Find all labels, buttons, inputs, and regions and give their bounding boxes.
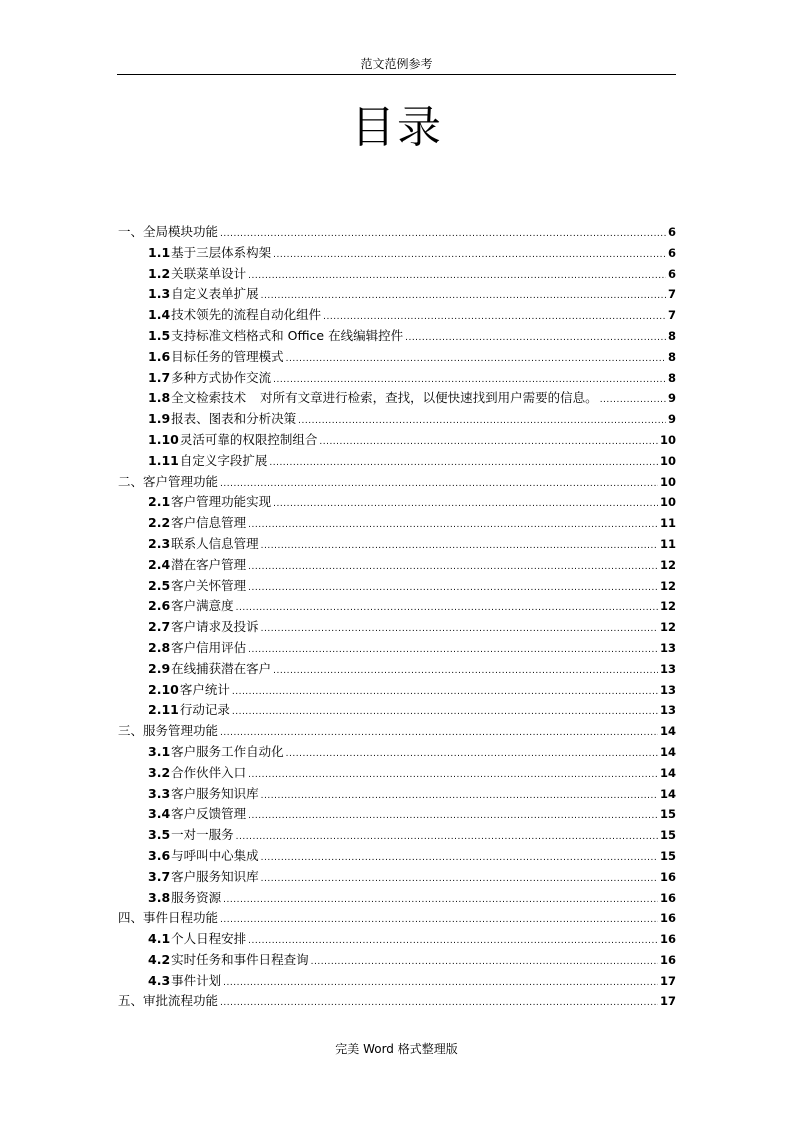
toc-entry-page-number: 10 (659, 495, 676, 510)
toc-entry-number: 2.9 (148, 660, 171, 676)
toc-entry[interactable] (118, 700, 676, 721)
toc-entry-label: 客户反馈管理 (171, 806, 247, 822)
toc-entry-label: 自定义表单扩展 (171, 286, 259, 302)
toc-entry-number: 1.4 (148, 307, 171, 323)
toc-entry-page-number: 15 (659, 828, 676, 843)
toc-entry-number: 4.3 (148, 972, 171, 988)
toc-entry-label: 多种方式协作交流 (171, 369, 272, 385)
toc-entry-number: 3.3 (148, 785, 171, 801)
toc-entry-page-number: 15 (659, 807, 676, 822)
toc-entry-page-number: 11 (659, 536, 676, 551)
toc-dot-leader (232, 682, 658, 703)
toc-entry-label: 自定义字段扩展 (179, 452, 268, 468)
toc-dot-leader (261, 786, 658, 807)
toc-entry-label: 客户信息管理 (171, 515, 247, 531)
toc-dot-leader (261, 286, 666, 307)
toc-entry-label: 报表、图表和分析决策 (171, 411, 297, 427)
toc-entry-page-number: 10 (659, 474, 676, 489)
toc-entry-label: 关联菜单设计 (171, 265, 247, 281)
toc-entry-label: 个人日程安排 (171, 931, 247, 947)
toc-entry-label: 行动记录 (179, 702, 230, 718)
toc-dot-leader (248, 266, 666, 287)
toc-dot-leader (232, 702, 658, 723)
toc-dot-leader (261, 536, 658, 557)
toc-entry-label: 客户统计 (179, 681, 230, 697)
toc-entry-label: 一、全局模块功能 (118, 224, 219, 239)
page-header: 范文范例参考 (360, 57, 433, 71)
toc-entry-label: 联系人信息管理 (171, 535, 259, 551)
toc-entry-label: 全文检索技术 (171, 390, 247, 406)
toc-entry-page-number: 12 (659, 557, 676, 572)
toc-entry-number: 2.6 (148, 598, 171, 614)
toc-entry-label: 二、客户管理功能 (118, 473, 219, 489)
toc-dot-leader (273, 370, 666, 391)
toc-dot-leader (298, 411, 666, 432)
toc-entry-page-number: 13 (659, 703, 676, 718)
toc-entry[interactable] (118, 472, 676, 493)
toc-entry[interactable] (118, 409, 676, 430)
toc-entry[interactable] (118, 742, 676, 763)
toc-dot-leader (248, 806, 658, 827)
toc-dot-leader (220, 993, 658, 1014)
toc-entry-number: 2.11 (148, 702, 179, 718)
toc-entry[interactable] (118, 617, 676, 638)
toc-entry[interactable] (118, 825, 676, 846)
toc-entry[interactable] (118, 888, 676, 909)
toc-dot-leader (248, 578, 658, 599)
toc-entry-page-number: 9 (667, 412, 676, 427)
toc-entry-number: 1.10 (148, 431, 179, 447)
toc-entry-label: 客户服务知识库 (171, 785, 259, 801)
toc-entry-page-number: 16 (659, 869, 676, 884)
toc-entry-number: 2.1 (148, 494, 171, 510)
toc-dot-leader (248, 557, 658, 578)
toc-entry-page-number: 15 (659, 848, 676, 863)
toc-entry[interactable] (118, 222, 676, 243)
toc-entry[interactable] (118, 950, 676, 971)
toc-entry-number: 1.8 (148, 390, 171, 406)
toc-entry[interactable] (118, 368, 676, 389)
toc-entry-label: 事件计划 (171, 972, 222, 988)
toc-entry-number: 1.1 (148, 244, 171, 260)
toc-entry[interactable] (118, 971, 676, 992)
toc-entry-label: 服务资源 (171, 889, 222, 905)
toc-entry-page-number: 17 (659, 994, 676, 1009)
toc-entry-label: 与呼叫中心集成 (171, 847, 259, 863)
toc-entry-number: 1.9 (148, 411, 171, 427)
toc-entry[interactable] (118, 243, 676, 264)
toc-entry-number: 1.5 (148, 327, 171, 343)
toc-entry-label: 合作伙伴入口 (171, 764, 247, 780)
toc-dot-leader (248, 640, 658, 661)
toc-entry[interactable] (118, 721, 676, 742)
toc-entry-number: 3.7 (148, 868, 171, 884)
toc-entry[interactable] (118, 284, 676, 305)
toc-entry-label: 技术领先的流程自动化组件 (171, 307, 322, 323)
toc-entry-label: 客户服务知识库 (171, 868, 259, 884)
toc-entry[interactable] (118, 451, 676, 472)
toc-dot-leader (220, 723, 658, 744)
toc-entry-page-number: 12 (659, 578, 676, 593)
toc-entry-number: 2.10 (148, 681, 179, 697)
toc-entry[interactable] (118, 596, 676, 617)
toc-dot-leader (273, 245, 666, 266)
toc-entry-label: 实时任务和事件日程查询 (171, 951, 309, 967)
toc-entry[interactable] (118, 763, 676, 784)
toc-dot-leader (311, 952, 658, 973)
toc-dot-leader (319, 432, 658, 453)
toc-entry-label: 在线捕获潜在客户 (171, 660, 272, 676)
toc-entry-page-number: 16 (659, 890, 676, 905)
toc-entry-number: 2.2 (148, 515, 171, 531)
toc-entry-page-number: 16 (659, 952, 676, 967)
toc-entry-page-number: 7 (667, 287, 676, 302)
table-of-contents (118, 222, 676, 1012)
toc-dot-leader (248, 515, 658, 536)
toc-entry-label: 客户满意度 (171, 598, 234, 614)
toc-entry-page-number: 6 (667, 225, 676, 239)
toc-dot-leader (261, 619, 658, 640)
toc-dot-leader (286, 349, 666, 370)
toc-entry-page-number: 14 (659, 786, 676, 801)
toc-entry[interactable] (118, 638, 676, 659)
toc-entry-number: 3.2 (148, 764, 171, 780)
page-footer: 完美 Word 格式整理版 (335, 1042, 458, 1056)
toc-entry-label: 灵活可靠的权限控制组合 (179, 431, 318, 447)
toc-entry-page-number: 8 (667, 328, 676, 343)
toc-dot-leader (261, 869, 658, 890)
header-rule (117, 74, 676, 75)
toc-entry[interactable] (118, 555, 676, 576)
toc-entry-number: 1.3 (148, 286, 171, 302)
toc-entry[interactable] (118, 430, 676, 451)
toc-entry[interactable] (118, 305, 676, 326)
toc-entry-label: 支持标准文档格式和 Office 在线编辑控件 (171, 327, 404, 343)
toc-entry-number: 2.4 (148, 556, 171, 572)
toc-entry-page-number: 14 (659, 765, 676, 780)
toc-entry[interactable] (118, 576, 676, 597)
toc-entry-page-number: 12 (659, 599, 676, 614)
toc-dot-leader (223, 973, 658, 994)
toc-entry[interactable] (118, 534, 676, 555)
toc-entry[interactable] (118, 492, 676, 513)
toc-dot-leader (323, 307, 666, 328)
toc-entry-page-number: 8 (667, 349, 676, 364)
toc-entry[interactable] (118, 347, 676, 368)
toc-entry-page-number: 6 (667, 245, 676, 260)
toc-entry-label: 一对一服务 (171, 827, 234, 843)
toc-entry[interactable] (118, 908, 676, 929)
toc-dot-leader (236, 827, 658, 848)
toc-dot-leader (405, 328, 666, 349)
toc-entry-page-number: 14 (659, 724, 676, 739)
toc-entry[interactable] (118, 846, 676, 867)
toc-dot-leader (220, 224, 666, 245)
toc-dot-leader (269, 453, 658, 474)
toc-entry-label: 客户关怀管理 (171, 577, 247, 593)
toc-entry-label: 四、事件日程功能 (118, 910, 219, 926)
toc-entry-number: 2.8 (148, 639, 171, 655)
toc-dot-leader (261, 848, 658, 869)
toc-entry-label: 目标任务的管理模式 (171, 348, 284, 364)
toc-dot-leader (220, 910, 658, 931)
toc-entry-number: 3.8 (148, 889, 171, 905)
toc-entry[interactable] (118, 513, 676, 534)
toc-entry-page-number: 13 (659, 640, 676, 655)
toc-entry-number: 1.6 (148, 348, 171, 364)
toc-dot-leader (248, 765, 658, 786)
toc-dot-leader (273, 661, 658, 682)
toc-entry[interactable] (118, 991, 676, 1012)
toc-entry-page-number: 16 (659, 932, 676, 947)
toc-entry[interactable] (118, 867, 676, 888)
toc-entry-label: 客户服务工作自动化 (171, 743, 284, 759)
toc-entry-label: 基于三层体系构架 (171, 244, 272, 260)
toc-entry-page-number: 10 (659, 432, 676, 447)
toc-entry[interactable] (118, 326, 676, 347)
toc-entry-page-number: 13 (659, 661, 676, 676)
toc-entry-number: 3.4 (148, 806, 171, 822)
toc-entry-page-number: 17 (659, 973, 676, 988)
toc-entry-page-number: 6 (667, 266, 676, 281)
toc-entry-number: 1.7 (148, 369, 171, 385)
toc-entry-number: 2.5 (148, 577, 171, 593)
toc-entry-page-number: 11 (659, 516, 676, 531)
toc-entry-page-number: 16 (659, 911, 676, 926)
toc-dot-leader (600, 390, 666, 411)
toc-entry-label: 客户信用评估 (171, 639, 247, 655)
toc-entry-page-number: 14 (659, 744, 676, 759)
toc-entry-label: 潜在客户管理 (171, 556, 247, 572)
toc-entry-label: 客户请求及投诉 (171, 619, 259, 635)
toc-entry[interactable] (118, 680, 676, 701)
toc-entry-number: 1.2 (148, 265, 171, 281)
toc-entry[interactable] (118, 659, 676, 680)
toc-entry-number: 3.5 (148, 827, 171, 843)
toc-entry[interactable] (118, 804, 676, 825)
toc-entry[interactable] (118, 929, 676, 950)
toc-entry-label: 三、服务管理功能 (118, 723, 219, 739)
toc-entry-label: 客户管理功能实现 (171, 494, 272, 510)
toc-entry-label: 五、审批流程功能 (118, 993, 219, 1009)
toc-entry-number: 3.1 (148, 743, 171, 759)
toc-entry-page-number: 8 (667, 370, 676, 385)
toc-entry-number: 2.3 (148, 535, 171, 551)
toc-dot-leader (248, 931, 658, 952)
toc-entry[interactable] (118, 388, 676, 409)
toc-entry-number: 3.6 (148, 847, 171, 863)
document-title: 目录 (351, 102, 443, 153)
toc-dot-leader (236, 598, 658, 619)
toc-entry-number: 1.11 (148, 452, 179, 468)
toc-dot-leader (286, 744, 658, 765)
toc-entry-page-number: 10 (659, 453, 676, 468)
toc-entry-page-number: 9 (667, 391, 676, 406)
toc-entry-number: 4.2 (148, 951, 171, 967)
toc-dot-leader (273, 494, 658, 515)
toc-dot-leader (220, 474, 658, 495)
toc-dot-leader (223, 890, 658, 911)
toc-entry[interactable] (118, 784, 676, 805)
toc-entry-page-number: 13 (659, 682, 676, 697)
toc-entry-number: 4.1 (148, 931, 171, 947)
toc-entry-description: 对所有文章进行检索，查找，以便快速找到用户需要的信息。 (260, 390, 598, 406)
toc-entry-page-number: 12 (659, 620, 676, 635)
toc-entry-number: 2.7 (148, 619, 171, 635)
toc-entry-page-number: 7 (667, 308, 676, 323)
toc-entry[interactable] (118, 264, 676, 285)
